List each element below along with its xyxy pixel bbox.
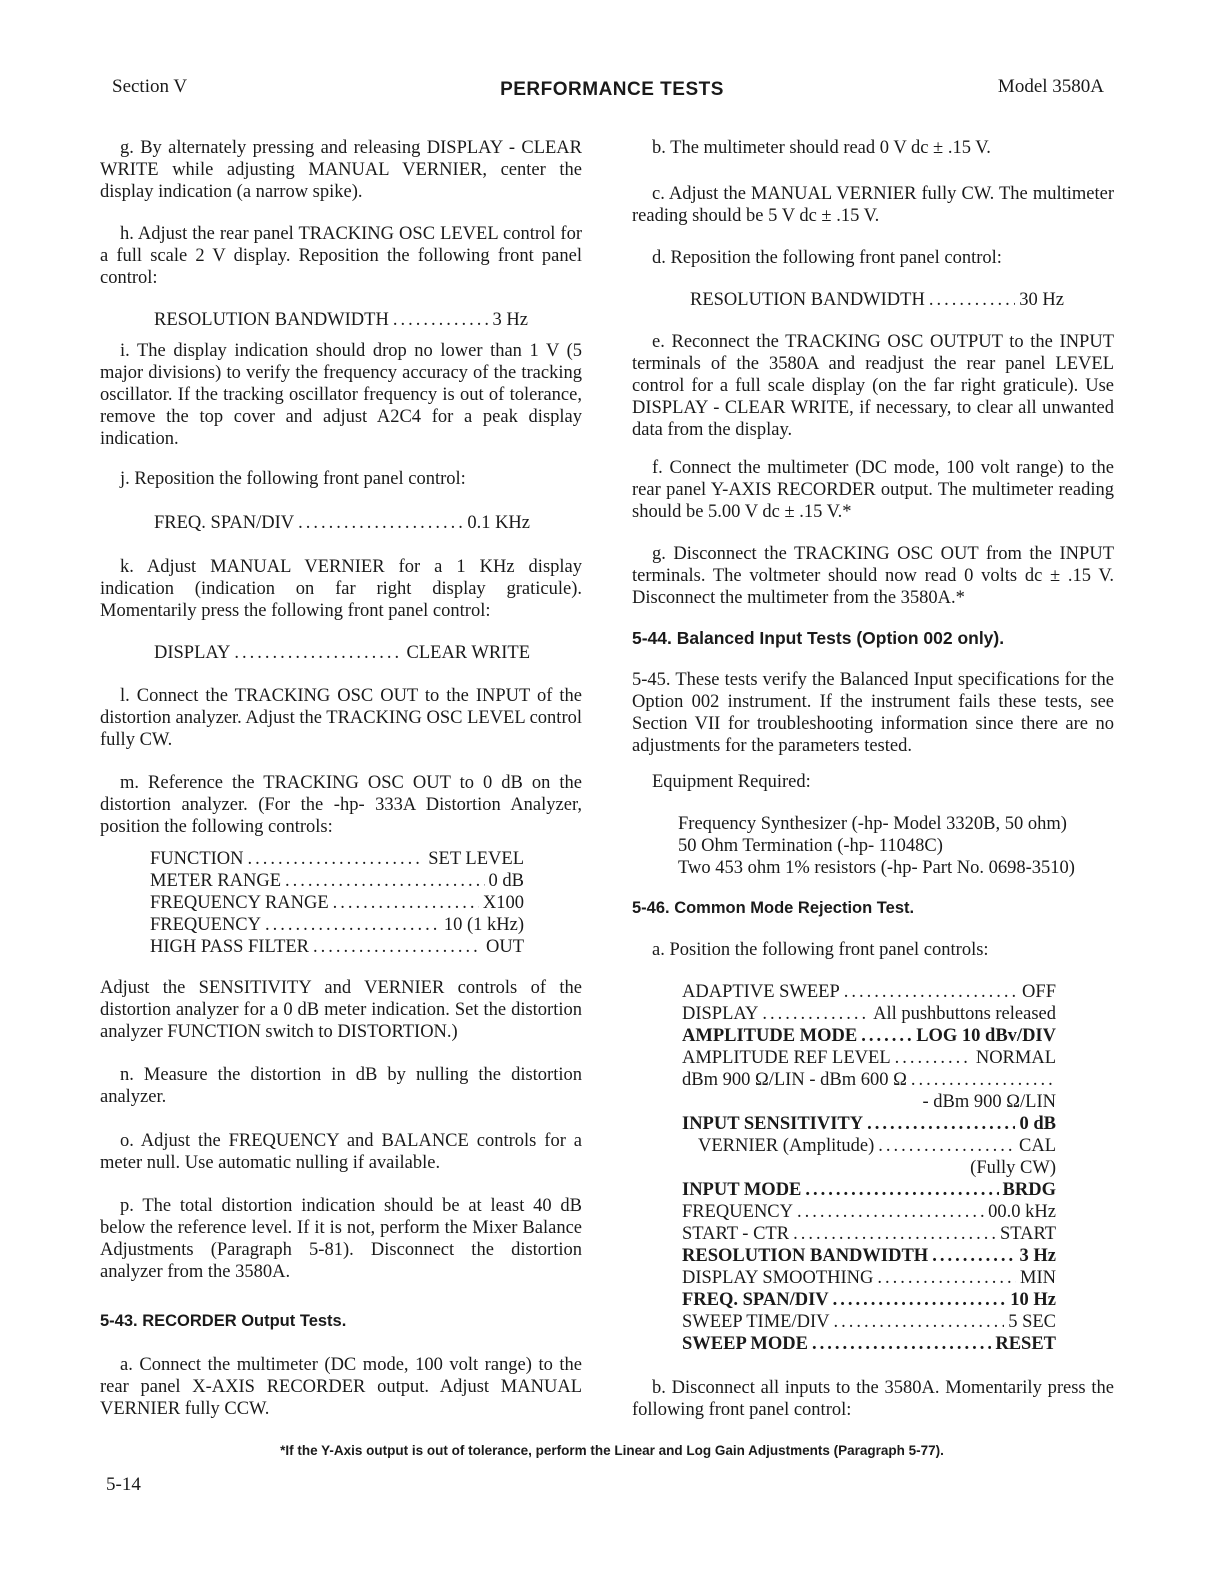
setting-label: DISPLAY: [154, 643, 231, 663]
leader-dots: [833, 1311, 1004, 1333]
setting-value: 10 (1 kHz): [443, 915, 524, 935]
paragraph-5-45: 5-45. These tests verify the Balanced Input specifications for the Option 002 instrument. If the instrument fails these tests, see Section VII for troubleshooting information since there are no adjustments for the parameters tested.: [632, 670, 1114, 756]
setting-value: X100: [482, 893, 524, 913]
setting-label: FUNCTION: [150, 849, 244, 869]
equipment-heading: Equipment Required:: [652, 772, 811, 792]
step-e: e. Reconnect the TRACKING OSC OUTPUT to the INPUT terminals of the 3580A and readjust the rear panel LEVEL control for a full scale display (on the far right graticule). Use DISPLAY - CLEAR WRITE, if necessary, to clear all unwanted data from the display.: [632, 332, 1114, 440]
step-i: i. The display indication should drop no lower than 1 V (5 major divisions) to verify the frequency accuracy of the tracking oscillator. If the tracking oscillator frequency is out of tolerance, remove the top cover and adjust A2C4 for a peak display indication.: [100, 341, 582, 449]
setting-value: All pushbuttons released: [873, 1004, 1056, 1024]
setting-value: OFF: [1022, 982, 1056, 1002]
list-item: Frequency Synthesizer (-hp- Model 3320B, 50 ohm): [678, 814, 1067, 834]
setting-value: MIN: [1020, 1268, 1056, 1288]
step-g: g. By alternately pressing and releasing DISPLAY - CLEAR WRITE while adjusting MANUAL VERNIER, center the display indication (a narrow spike).: [100, 138, 582, 202]
section-heading: 5-46. Common Mode Rejection Test.: [632, 899, 915, 917]
setting-value: 30 Hz: [1019, 290, 1064, 310]
setting-row: [682, 1135, 1056, 1157]
step-a: a. Position the following front panel controls:: [652, 940, 989, 960]
setting-row: [682, 1003, 1056, 1025]
leader-dots: [911, 1069, 1052, 1091]
setting-value: 00.0 kHz: [988, 1202, 1056, 1222]
setting-label: FREQUENCY: [150, 915, 262, 935]
setting-value: NORMAL: [975, 1048, 1056, 1068]
setting-row: [682, 1025, 1056, 1047]
setting-row: [682, 1311, 1056, 1333]
setting-row: [682, 1069, 1056, 1091]
leader-dots: [285, 870, 484, 892]
setting-row: [150, 870, 524, 892]
step-b-2: b. Disconnect all inputs to the 3580A. Momentarily press the following front panel control:: [632, 1378, 1114, 1420]
leader-dots: [895, 1047, 972, 1069]
setting-row: [682, 1289, 1056, 1311]
setting-value: OUT: [485, 937, 524, 957]
setting-row: [682, 1333, 1056, 1355]
setting-label: RESOLUTION BANDWIDTH: [154, 310, 389, 330]
leader-dots: [844, 981, 1018, 1003]
setting-label: START - CTR: [682, 1224, 790, 1244]
step-k: k. Adjust MANUAL VERNIER for a 1 KHz display indication (indication on far right display graticule). Momentarily press the following front panel control:: [100, 557, 582, 621]
step-n: n. Measure the distortion in dB by nulling the distortion analyzer.: [100, 1065, 582, 1107]
setting-label: FREQUENCY: [682, 1202, 794, 1222]
leader-dots: [797, 1201, 984, 1223]
setting-row: [682, 1201, 1056, 1223]
setting-label: INPUT MODE: [682, 1180, 802, 1200]
page-number: 5-14: [106, 1474, 141, 1495]
setting-value: SET LEVEL: [428, 849, 524, 869]
setting-label: ADAPTIVE SWEEP: [682, 982, 840, 1002]
setting-value: CAL: [1019, 1136, 1056, 1156]
leader-dots: [793, 1223, 996, 1245]
setting-value: BRDG: [1002, 1180, 1056, 1200]
setting-value: CLEAR WRITE: [406, 643, 530, 663]
leader-dots: [867, 1113, 1015, 1135]
page-title: PERFORMANCE TESTS: [500, 79, 724, 100]
setting-row: [682, 1245, 1056, 1267]
setting-label: dBm 900 Ω/LIN - dBm 600 Ω: [682, 1070, 907, 1090]
setting-label: METER RANGE: [150, 871, 282, 891]
setting-value: LOG 10 dBv/DIV: [916, 1026, 1056, 1046]
setting-value: RESET: [995, 1334, 1056, 1354]
model-label: Model 3580A: [997, 76, 1104, 97]
setting-row: [632, 289, 1114, 311]
setting-row: [150, 936, 524, 958]
setting-label: DISPLAY: [682, 1004, 759, 1024]
setting-label: AMPLITUDE REF LEVEL: [682, 1048, 891, 1068]
leader-dots: [805, 1179, 998, 1201]
setting-row: [100, 512, 582, 534]
step-m: m. Reference the TRACKING OSC OUT to 0 dB on the distortion analyzer. (For the -hp- 333A Distortion Analyzer, position the following controls:: [100, 773, 582, 837]
setting-label: VERNIER (Amplitude): [698, 1136, 875, 1156]
leader-dots: [333, 892, 479, 914]
leader-dots: [313, 936, 482, 958]
setting-value: (Fully CW): [970, 1158, 1056, 1178]
leader-dots: [265, 914, 440, 936]
setting-row: [682, 1047, 1056, 1069]
setting-label: SWEEP MODE: [682, 1334, 808, 1354]
setting-label: RESOLUTION BANDWIDTH: [690, 290, 925, 310]
left-column: [100, 137, 582, 1420]
section-heading: 5-43. RECORDER Output Tests.: [100, 1312, 347, 1330]
settings-list: [632, 981, 1114, 1355]
setting-row: [682, 1267, 1056, 1289]
leader-dots: [812, 1333, 991, 1355]
leader-dots: [878, 1135, 1015, 1157]
leader-dots: [932, 1245, 1015, 1267]
section-label: Section V: [112, 76, 188, 97]
setting-value: 0.1 KHz: [467, 513, 530, 533]
step-l: l. Connect the TRACKING OSC OUT to the INPUT of the distortion analyzer. Adjust the TRACKING OSC LEVEL control fully CW.: [100, 686, 582, 750]
list-item: 50 Ohm Termination (-hp- 11048C): [678, 836, 943, 856]
setting-row: [682, 1223, 1056, 1245]
setting-label: INPUT SENSITIVITY: [682, 1114, 864, 1134]
step-g: g. Disconnect the TRACKING OSC OUT from the INPUT terminals. The voltmeter should now read 0 volts dc ± .15 V. Disconnect the multimeter from the 3580A.*: [632, 544, 1114, 608]
section-heading: 5-44. Balanced Input Tests (Option 002 only).: [632, 628, 1005, 648]
step-b: b. The multimeter should read 0 V dc ± .15 V.: [652, 138, 991, 158]
step-j: j. Reposition the following front panel control:: [120, 469, 466, 489]
setting-row: [150, 848, 524, 870]
step-c: c. Adjust the MANUAL VERNIER fully CW. The multimeter reading should be 5 V dc ± .15 V.: [632, 184, 1114, 226]
setting-value: 0 dB: [1019, 1114, 1056, 1134]
setting-label: RESOLUTION BANDWIDTH: [682, 1246, 929, 1266]
setting-row: [682, 1179, 1056, 1201]
setting-row: [150, 914, 524, 936]
setting-label: AMPLITUDE MODE: [682, 1026, 858, 1046]
setting-value: 10 Hz: [1010, 1290, 1056, 1310]
setting-value: 3 Hz: [492, 310, 528, 330]
step-m-continued: Adjust the SENSITIVITY and VERNIER controls of the distortion analyzer for a 0 dB meter indication. Set the distortion analyzer FUNCTION switch to DISTORTION.): [100, 978, 582, 1042]
step-h: h. Adjust the rear panel TRACKING OSC LEVEL control for a full scale 2 V display. Reposition the following front panel control:: [100, 224, 582, 288]
equipment-list: [632, 813, 1114, 879]
setting-label: HIGH PASS FILTER: [150, 937, 310, 957]
step-d: d. Reposition the following front panel control:: [652, 248, 1002, 268]
setting-value: - dBm 900 Ω/LIN: [922, 1092, 1056, 1112]
leader-dots: [929, 289, 1015, 311]
setting-row: [682, 1113, 1056, 1135]
list-item: Two 453 ohm 1% resistors (-hp- Part No. 0698-3510): [678, 858, 1075, 878]
step-p: p. The total distortion indication should be at least 40 dB below the reference level. If it is not, perform the Mixer Balance Adjustments (Paragraph 5-81). Disconnect the distortion analyzer from the 3580A.: [100, 1196, 582, 1282]
setting-row: [100, 309, 582, 331]
leader-dots: [877, 1267, 1016, 1289]
leader-dots: [833, 1289, 1007, 1311]
setting-value: 0 dB: [488, 871, 524, 891]
setting-label: SWEEP TIME/DIV: [682, 1312, 830, 1332]
setting-label: FREQ. SPAN/DIV: [154, 513, 295, 533]
leader-dots: [762, 1003, 869, 1025]
settings-list: [100, 848, 582, 958]
setting-value: 3 Hz: [1019, 1246, 1056, 1266]
leader-dots: [248, 848, 425, 870]
leader-dots: [234, 642, 402, 664]
setting-row: [682, 981, 1056, 1003]
setting-value: 5 SEC: [1008, 1312, 1056, 1332]
leader-dots: [393, 309, 489, 331]
leader-dots: [861, 1025, 912, 1047]
setting-row: [100, 642, 582, 664]
step-a: a. Connect the multimeter (DC mode, 100 volt range) to the rear panel X-AXIS RECORDER output. Adjust MANUAL VERNIER fully CCW.: [100, 1355, 582, 1419]
setting-label: FREQUENCY RANGE: [150, 893, 329, 913]
setting-label: FREQ. SPAN/DIV: [682, 1290, 829, 1310]
setting-value: START: [1000, 1224, 1056, 1244]
step-f: f. Connect the multimeter (DC mode, 100 volt range) to the rear panel Y-AXIS RECORDER output. The multimeter reading should be 5.00 V dc ± .15 V.*: [632, 458, 1114, 522]
setting-row: [150, 892, 524, 914]
leader-dots: [298, 512, 463, 534]
right-column: [632, 137, 1114, 1421]
step-o: o. Adjust the FREQUENCY and BALANCE controls for a meter null. Use automatic nulling if available.: [100, 1131, 582, 1173]
footnote: *If the Y-Axis output is out of tolerance, perform the Linear and Log Gain Adjustments (Paragraph 5-77).: [280, 1443, 944, 1458]
setting-label: DISPLAY SMOOTHING: [682, 1268, 874, 1288]
